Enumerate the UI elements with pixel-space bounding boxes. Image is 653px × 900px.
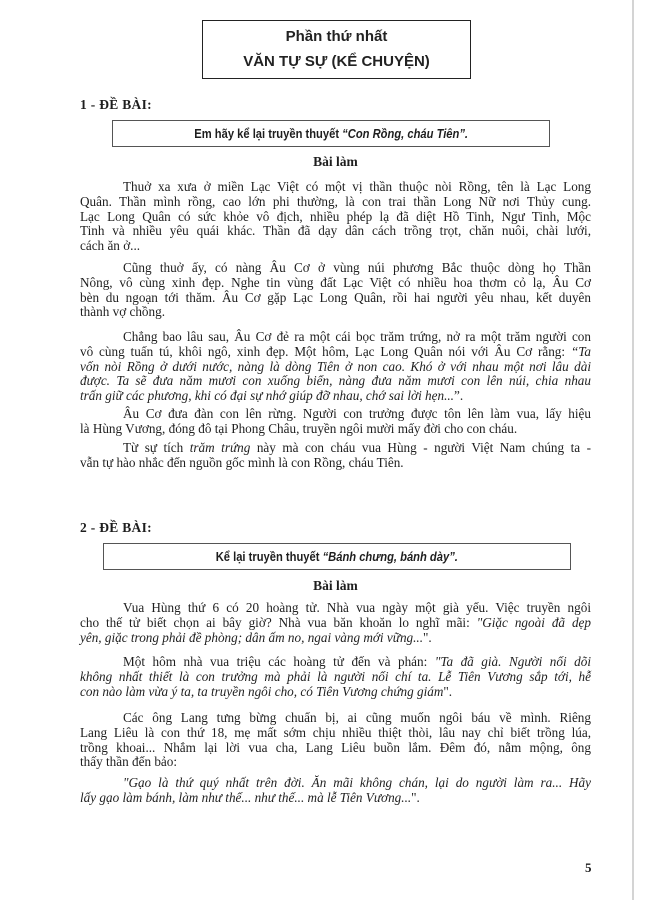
text: Lạc Long Quân có sức khỏe vô địch, nhiều phép lạ đã diệt Hồ Tinh, Ngư Tinh, Mộc xyxy=(80,208,591,224)
italic-text: được. Ta sẽ đưa năm mươi con xuống biển, nàng đưa năm mươi con lên núi, chia nhau xyxy=(80,373,591,389)
text: Thuở xa xưa ở miền Lạc Việt có một vị thần thuộc nòi Rồng, tên là Lạc Long xyxy=(123,179,591,194)
text-line xyxy=(80,755,591,770)
text-line xyxy=(80,180,591,195)
paragraph xyxy=(80,261,591,320)
text: Vua Hùng thứ 6 có 20 hoàng tử. Nhà vua ngày một già yếu. Việc truyền ngôi xyxy=(123,600,591,615)
text: Chẳng bao lâu sau, Âu Cơ đẻ ra một cái bọc trăm trứng, nở ra một trăm người con xyxy=(123,329,591,344)
paragraph xyxy=(80,441,591,471)
text-line xyxy=(80,407,591,422)
italic-text: “Ta xyxy=(570,343,591,359)
section-2-prompt-work: “Bánh chưng, bánh dày”. xyxy=(322,549,459,564)
italic-text: yên, giặc trong phải đề phòng; dân ấm no, ngai vàng mới vững... xyxy=(80,629,424,645)
text-line xyxy=(80,291,591,306)
italic-text: vốn nòi Rồng ở dưới nước, nàng là dòng Tiên ở non cao. Khó ở với nhau một nơi lâu dài xyxy=(80,358,591,374)
text: là Hùng Vương, đóng đô tại Phong Châu, truyền ngôi mười mấy đời cho con cháu. xyxy=(80,420,518,436)
part-title-box xyxy=(202,20,471,79)
text-line xyxy=(80,685,591,700)
text: vô cùng tuấn tú, khôi ngô, xinh đẹp. Một hôm, Lạc Long Quân nói với Âu Cơ rằng: xyxy=(80,343,571,359)
paragraph xyxy=(80,601,591,645)
paragraph xyxy=(80,776,591,806)
text-line xyxy=(80,726,591,741)
text: Các ông Lang tưng bừng chuẩn bị, ai cũng muốn ngôi báu về mình. Riêng xyxy=(123,710,591,725)
text: Một hôm nhà vua triệu các hoàng tử đến và phán: xyxy=(123,654,435,669)
text: thành vợ chồng. xyxy=(80,304,165,320)
text: Lang Liêu là con thứ 18, mẹ mất sớm chịu nhiều thiệt thòi, lâu nay chỉ biết trồng lúa, xyxy=(80,724,591,740)
text-line xyxy=(80,261,591,276)
section-1-prompt-work: “Con Rồng, cháu Tiên”. xyxy=(341,126,468,141)
text-line xyxy=(80,441,591,456)
italic-text: trăm trứng xyxy=(189,440,251,455)
text-line xyxy=(80,195,591,210)
section-1-prompt: Em hãy kể lại truyền thuyết xyxy=(194,126,342,141)
text-line xyxy=(80,422,591,437)
text: cho thế tử biết chọn ai bây giờ? Nhà vua băn khoăn lo nghĩ mãi: xyxy=(80,614,477,630)
section-1-prompt-box xyxy=(112,120,550,147)
text-line xyxy=(80,224,591,239)
italic-text: "Giặc ngoài đã dẹp xyxy=(476,614,591,630)
paragraph xyxy=(80,407,591,437)
paragraph xyxy=(80,330,591,404)
text-line xyxy=(80,389,591,404)
text: cách ăn ở... xyxy=(80,238,141,254)
text-line xyxy=(80,239,591,254)
paragraph xyxy=(80,711,591,770)
italic-text: trấn giữ các phương, khi có đại sự nhớ giúp đỡ nhau, chớ sai lời hẹn... xyxy=(80,388,454,404)
italic-text: "Ta đã già. Người nối dõi xyxy=(434,654,592,669)
section-1-answer-label: Bài làm xyxy=(313,154,358,169)
italic-text: "Gạo là thứ quý nhất trên đời. Ăn mãi không chán, lại do người làm ra... Hãy xyxy=(123,775,591,790)
italic-text: lấy gạo làm bánh, làm như thế... như thế... mà lễ Tiên Vương... xyxy=(80,789,412,805)
paragraph xyxy=(80,180,591,254)
section-2-heading: 2 - ĐỀ BÀI: xyxy=(80,520,152,535)
text: bèn du ngoạn tới thăm. Âu Cơ gặp Lạc Long Quân, rồi hai người yêu nhau, kết duyên xyxy=(80,289,591,305)
text-line xyxy=(80,655,591,670)
part-title: VĂN TỰ SỰ (KỂ CHUYỆN) xyxy=(243,53,430,70)
text: Tinh và nhiều yêu quái khác. Thần đã dạy dân cách trồng trọt, chăn nuôi, chài lưới, xyxy=(80,223,591,239)
text-line xyxy=(80,631,591,646)
text-line xyxy=(80,305,591,320)
section-1-heading: 1 - ĐỀ BÀI: xyxy=(80,97,152,112)
text: Quân. Thần mình rồng, cao lớn phi thường, là con trai thần Long Nữ nơi Thủy cung. xyxy=(80,193,591,209)
text-line xyxy=(80,360,591,375)
section-2-answer-label: Bài làm xyxy=(313,578,358,593)
text: vẫn tự hào nhắc đến nguồn gốc mình là con Rồng, cháu Tiên. xyxy=(80,454,404,470)
text-line xyxy=(80,776,591,791)
section-2-prompt-box xyxy=(103,543,571,570)
section-2-prompt: Kể lại truyền thuyết xyxy=(215,549,323,564)
text-line xyxy=(80,330,591,345)
text: thấy thần đến bảo: xyxy=(80,754,178,770)
part-label: Phần thứ nhất xyxy=(285,28,388,45)
page-number: 5 xyxy=(585,860,592,875)
text-line xyxy=(80,670,591,685)
text-line xyxy=(80,601,591,616)
text: ". xyxy=(423,629,432,645)
text-line xyxy=(80,791,591,806)
text-line xyxy=(80,456,591,471)
text-line xyxy=(80,374,591,389)
text-line xyxy=(80,345,591,360)
text-line xyxy=(80,711,591,726)
italic-text: con nào làm vừa ý ta, ta truyền ngôi cho, có Tiên Vương chứng giám xyxy=(80,683,444,699)
text: Âu Cơ đưa đàn con lên rừng. Người con trưởng được tôn lên làm vua, lấy hiệu xyxy=(123,406,591,421)
italic-text: không nhất thiết là con trưởng mà phải là người nối chí ta. Lễ Tiên Vương sắp tới, hễ xyxy=(80,668,591,684)
text: này mà con cháu vua Hùng - người Việt Nam chúng ta - xyxy=(250,440,592,455)
text-line xyxy=(80,210,591,225)
page-edge-divider xyxy=(632,0,634,900)
text-line xyxy=(80,616,591,631)
text: trồng khoai... Nhắm lại lời vua cha, Lang Liêu buồn lắm. Đêm đó, nằm mộng, ông xyxy=(80,739,591,755)
text: ”. xyxy=(453,388,464,404)
text: Cũng thuở ấy, có nàng Âu Cơ ở vùng núi phương Bắc thuộc dòng họ Thần xyxy=(123,260,591,275)
text-line xyxy=(80,276,591,291)
text: Nông, vô cùng xinh đẹp. Nghe tin vùng đất Lạc Việt có nhiều hoa thơm cỏ lạ, Âu Cơ xyxy=(80,274,591,290)
paragraph xyxy=(80,655,591,699)
text: ". xyxy=(443,683,453,699)
text-line xyxy=(80,741,591,756)
text: Từ sự tích xyxy=(123,440,190,455)
text: ". xyxy=(411,789,420,805)
